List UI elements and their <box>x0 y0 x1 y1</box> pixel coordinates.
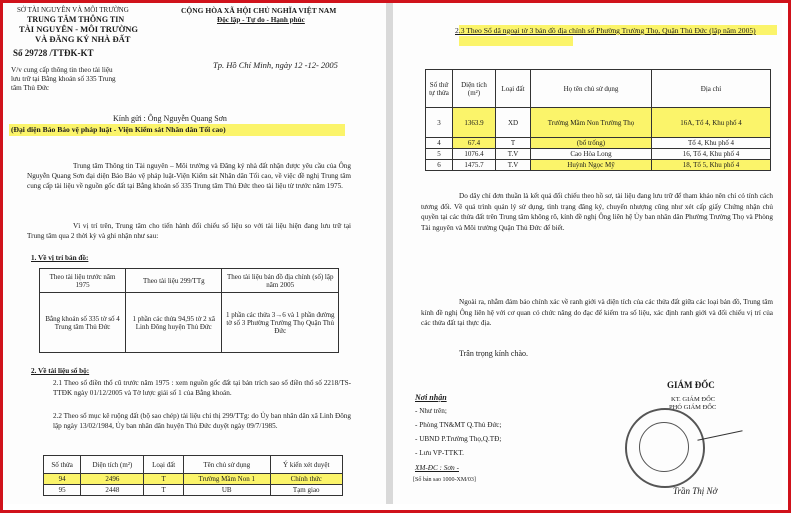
subject-line-2: lưu trữ tại Bằng khoán số 335 Trung <box>11 75 116 83</box>
table-cell: T.V <box>496 160 531 171</box>
table-cell: XD <box>496 108 531 138</box>
signature-subtitle-2: PHÓ GIÁM ĐỐC <box>669 404 717 411</box>
section-2-1: 2.1 Theo sổ điền thổ cũ trước năm 1975 : xem nguồn gốc đất tại bản trích sao sổ điền thổ số 2218/TS-TTĐK ngày 01/12/2005 và Tờ lược giải số 1 của Bằng khoán. <box>53 379 351 397</box>
table-header-cell: Ý kiến xét duyệt <box>270 456 343 474</box>
table-cell: T <box>144 485 184 496</box>
section-2-title: 2. Về tài liệu sổ bộ: <box>31 367 90 375</box>
table-cell: 18, Tổ 5, Khu phố 4 <box>652 160 771 171</box>
section-1-title: 1. Về vị trí bản đồ: <box>31 254 89 262</box>
left-page <box>3 3 386 504</box>
intro-paragraph: Trung tâm Thông tin Tài nguyên – Môi trường và Đăng ký nhà đất nhận được yêu cầu của Ông Nguyễn Quang Sơn đại diện Báo Bảo vệ pháp luật-Viện Kiểm sát Nhân dân Tối cao, về việc đề nghị Trung tâm cung cấp tài liệu về nguồn gốc đất tại Bằng khoán số 335 Trung tâm Thủ Đức theo tài liệu từ trước năm 1975. <box>27 162 351 190</box>
table-cell: Tạm giao <box>270 485 343 496</box>
table-cell: 1475.7 <box>453 160 496 171</box>
table-cell: T <box>496 138 531 149</box>
nation-motto: Độc lập - Tự do - Hạnh phúc <box>217 16 305 24</box>
table-cell: Trường Mầm Non Trường Thọ <box>531 108 652 138</box>
subject-line-3: tâm Thủ Đức <box>11 84 50 92</box>
signature-mark <box>697 430 742 441</box>
map-position-table <box>39 268 339 353</box>
table-cell: Tổ 4, Khu phố 4 <box>652 138 771 149</box>
method-paragraph: Vì vị trí trên, Trung tâm cho tiến hành đối chiếu số liệu so với tài liệu hiện đang lưu trữ tại Trung tâm qua 2 thời kỳ và ghi nhận như sau: <box>27 222 351 240</box>
table-row <box>426 108 771 138</box>
page-separator <box>386 3 393 504</box>
table-header-cell: Diện tích (m²) <box>81 456 144 474</box>
signature-title: GIÁM ĐỐC <box>667 380 715 390</box>
place-date: Tp. Hồ Chí Minh, ngày 12 -12- 2005 <box>213 60 338 70</box>
table-cell: 16A, Tổ 4, Khu phố 4 <box>652 108 771 138</box>
table-cell: Chính thức <box>270 474 343 485</box>
table-cell: 1 phần các thửa 3→6 và 1 phần đường tờ số 3 Phường Trường Thọ Quận Thủ Đức <box>222 293 339 353</box>
table-cell: UB <box>184 485 271 496</box>
recipients-title: Nơi nhận <box>415 393 447 402</box>
section-2-2: 2.2 Theo sổ mục kê ruộng đất (bộ sao chép) tài liệu chỉ thị 299/TTg: do Ủy ban nhân dân xã Linh Đông lập ngày 13/02/1984, Ủy ban nhân dân huyện Thủ Đức duyệt ngày 09/7/1985. <box>53 412 351 430</box>
subject-line-1: V/v cung cấp thông tin theo tài liệu <box>11 66 113 74</box>
table-header-cell: Số thửa <box>44 456 81 474</box>
table-cell: Bằng khoán số 335 tờ số 4 Trung tâm Thủ Đức <box>40 293 126 353</box>
table-header-cell: Theo tài liệu trước năm 1975 <box>40 269 126 293</box>
org-line-2: TRUNG TÂM THÔNG TIN <box>27 15 125 24</box>
table-cell: Cao Hòa Long <box>531 149 652 160</box>
boundary-paragraph: Ngoài ra, nhằm đảm bảo chính xác về ranh giới và diện tích của các thửa đất giữa các loại bản đồ, Trung tâm kính đề nghị Ông liên hệ với cơ quan có chức năng do đạc để kiểm tra số liệu, xác định ranh giới và đối chiếu vị trí của các thửa đất tại thực địa. <box>421 298 773 327</box>
table-header-cell: Theo tài liệu 299/TTg <box>126 269 222 293</box>
table-header-cell: Tên chủ sử dụng <box>184 456 271 474</box>
table-cell: T <box>144 474 184 485</box>
table-header-cell: Địa chỉ <box>652 70 771 108</box>
table-cell: 1076.4 <box>453 149 496 160</box>
table-cell: Trường Mầm Non 1 <box>184 474 271 485</box>
table-cell: (bổ trống) <box>531 138 652 149</box>
table-cell: Huỳnh Ngọc Mỹ <box>531 160 652 171</box>
section-2-3: 2.3 Theo Sổ dã ngoại tờ 3 bản đồ địa chính số Phường Trường Thọ, Quận Thủ Đức (lập năm 2005) <box>455 26 756 35</box>
org-line-3: TÀI NGUYÊN - MÔI TRƯỜNG <box>19 24 139 34</box>
table-cell: T.V <box>496 149 531 160</box>
table-cell: 6 <box>426 160 453 171</box>
table-cell: 1363.9 <box>453 108 496 138</box>
document-number: Số 29728 /TTĐK-KT <box>13 48 94 58</box>
table-row <box>44 485 343 496</box>
table-header-cell: Loại đất <box>496 70 531 108</box>
archive-code: XM-ĐC : Sơn - <box>415 464 459 472</box>
table-row <box>426 138 771 149</box>
highlight-mark <box>459 36 573 46</box>
register-table <box>43 455 343 496</box>
table-cell: 94 <box>44 474 81 485</box>
table-cell: 5 <box>426 149 453 160</box>
recipient-item: - Như trên; <box>415 407 447 415</box>
table-header-cell: Theo tài liệu bản đồ địa chính (số) lập năm 2005 <box>222 269 339 293</box>
signer-name: Trần Thị Nở <box>673 486 718 496</box>
table-cell: 95 <box>44 485 81 496</box>
table-header-cell: Số thứ tự thửa <box>426 70 453 108</box>
cadastral-table <box>425 69 771 171</box>
recipient-note: (Đại diện Bảo Bảo vệ pháp luật - Viện Kiểm sát Nhân dân Tối cao) <box>11 125 226 134</box>
table-cell: 4 <box>426 138 453 149</box>
table-row <box>426 160 771 171</box>
nation-title: CỘNG HÒA XÃ HỘI CHỦ NGHĨA VIỆT NAM <box>181 6 337 15</box>
table-cell: 2496 <box>81 474 144 485</box>
table-cell: 16, Tổ 4, Khu phố 4 <box>652 149 771 160</box>
table-cell: 1 phần các thửa 94,95 tờ 2 xã Linh Đông huyện Thủ Đức <box>126 293 222 353</box>
right-page <box>393 3 782 504</box>
org-line-4: VÀ ĐĂNG KÝ NHÀ ĐẤT <box>35 34 131 44</box>
closing-line: Trân trọng kính chào. <box>459 349 529 358</box>
table-header-cell: Diện tích (m²) <box>453 70 496 108</box>
recipient-item: - Lưu VP-TTKT. <box>415 449 464 457</box>
signature-subtitle-1: KT. GIÁM ĐỐC <box>671 396 716 403</box>
org-line-1: SỞ TÀI NGUYÊN VÀ MÔI TRƯỜNG <box>17 6 129 14</box>
recipient-item: - Phòng TN&MT Q.Thủ Đức; <box>415 421 502 429</box>
recipient-item: - UBND P.Trường Thọ,Q.TĐ; <box>415 435 502 443</box>
table-cell: 67.4 <box>453 138 496 149</box>
table-row <box>426 149 771 160</box>
table-cell: 2448 <box>81 485 144 496</box>
table-header-cell: Loại đất <box>144 456 184 474</box>
recipient-line: Kính gửi : Ông Nguyễn Quang Sơn <box>113 114 227 123</box>
conclusion-paragraph: Do dây chỉ đơn thuần là kết quả đối chiếu theo hồ sơ, tài liệu đang lưu trữ để tham khảo nên chỉ có tính cách tương đối. Về quá trình quản lý sử dụng, tình trạng đăng ký, chuyển nhượng cũng như xét cấp giấy Chứng nhận chủ quyền tại các thửa đất trên Trung tâm không rõ, kính đề nghị Ông liên hệ Ủy ban nhân dân Phường Trường Thọ và Phòng Tài nguyên và Môi trường Quận Thủ Đức để biết. <box>421 192 773 232</box>
table-row <box>44 474 343 485</box>
copy-reference: [Số bản sao 1000-XM/03] <box>413 477 476 483</box>
table-header-cell: Họ tên chủ sử dụng <box>531 70 652 108</box>
official-stamp-inner <box>639 422 689 472</box>
table-cell: 3 <box>426 108 453 138</box>
